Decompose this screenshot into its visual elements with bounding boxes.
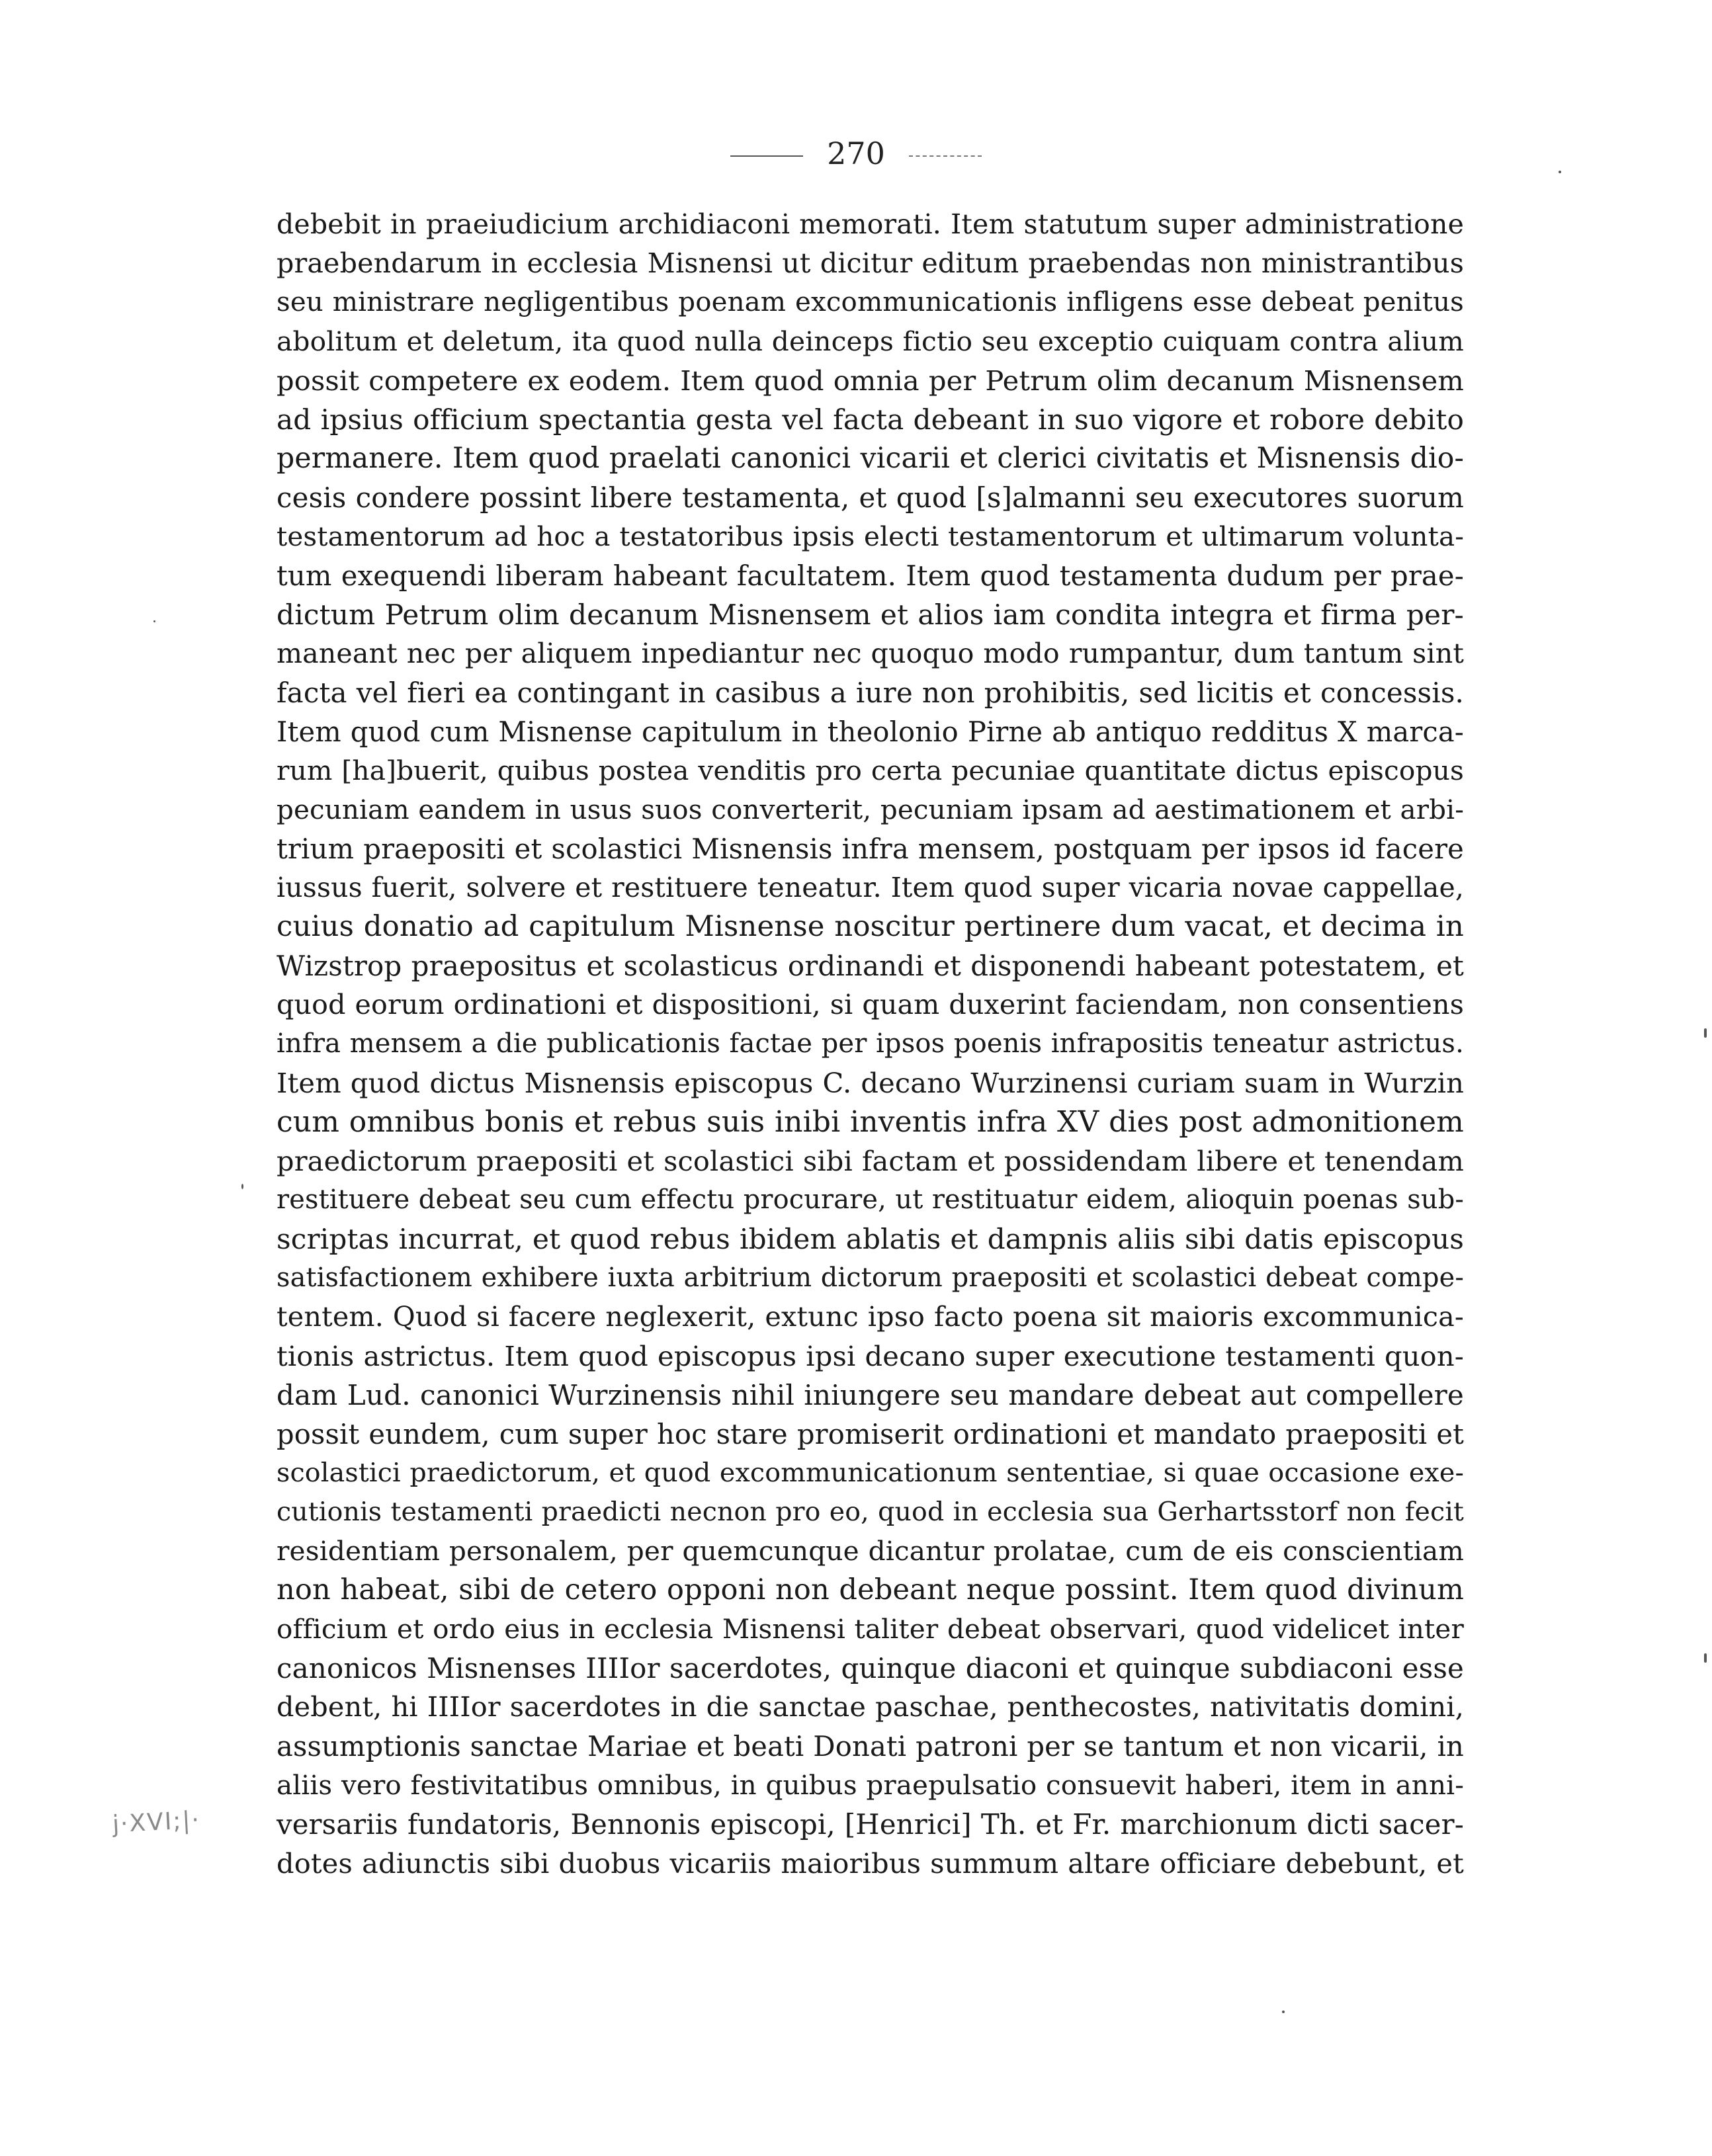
scan-speck xyxy=(1704,1653,1707,1663)
page-number: 270 xyxy=(827,136,885,171)
text-line: dictum Petrum olim decanum Misnensem et alios iam condita integra et firma per- xyxy=(277,599,1464,631)
header-rule-left xyxy=(730,155,803,157)
text-line: debent, hi IIIIor sacerdotes in die sanctae paschae, penthecostes, nativitatis domini, xyxy=(277,1691,1464,1723)
text-line: possit eundem, cum super hoc stare promiserit ordinationi et mandato praepositi et xyxy=(277,1418,1464,1450)
text-line: Wizstrop praepositus et scolasticus ordinandi et disponendi habeant potestatem, et xyxy=(277,950,1464,982)
handwritten-margin-note: j·XVI;|· xyxy=(112,1806,202,1839)
text-line: canonicos Misnenses IIIIor sacerdotes, quinque diaconi et quinque subdiaconi esse xyxy=(277,1652,1464,1684)
header-rule-right xyxy=(909,155,982,157)
text-line: tionis astrictus. Item quod episcopus ipsi decano super executione testamenti quon- xyxy=(277,1340,1464,1372)
text-line: praedictorum praepositi et scolastici sibi factam et possidendam libere et tenendam xyxy=(277,1145,1464,1177)
text-line: praebendarum in ecclesia Misnensi ut dicitur editum praebendas non ministrantibus xyxy=(277,247,1464,279)
page-header xyxy=(0,127,1712,180)
text-line: Item quod dictus Misnensis episcopus C. decano Wurzinensi curiam suam in Wurzin xyxy=(277,1067,1464,1099)
text-line: scriptas incurrat, et quod rebus ibidem ablatis et dampnis aliis sibi datis episcopus xyxy=(277,1223,1464,1255)
text-line: cum omnibus bonis et rebus suis inibi inventis infra XV dies post admonitionem xyxy=(277,1105,1464,1139)
text-line: non habeat, sibi de cetero opponi non debeant neque possint. Item quod divinum xyxy=(277,1573,1464,1606)
text-line: seu ministrare negligentibus poenam excommunicationis infligens esse debeat penitus xyxy=(277,287,1464,317)
text-line: maneant nec per aliquem inpediantur nec quoquo modo rumpantur, dum tantum sint xyxy=(277,638,1464,669)
text-line: scolastici praedictorum, et quod excommunicationum sententiae, si quae occasione exe- xyxy=(277,1458,1464,1488)
text-line: dam Lud. canonici Wurzinensis nihil iniungere seu mandare debeat aut compellere xyxy=(277,1379,1464,1411)
text-line: cutionis testamenti praedicti necnon pro eo, quod in ecclesia sua Gerhartsstorf non fecit xyxy=(277,1497,1464,1527)
text-line: ad ipsius officium spectantia gesta vel facta debeant in suo vigore et robore debito xyxy=(277,403,1464,436)
text-line: trium praepositi et scolastici Misnensis infra mensem, postquam per ipsos id facere xyxy=(277,833,1464,865)
scan-speck xyxy=(1559,171,1561,173)
text-line: cuius donatio ad capitulum Misnense noscitur pertinere dum vacat, et decima in xyxy=(277,910,1464,943)
scan-speck xyxy=(241,1184,243,1189)
scan-speck xyxy=(1282,2011,1285,2013)
text-line: versariis fundatoris, Bennonis episcopi, [Henrici] Th. et Fr. marchionum dicti sacer- xyxy=(277,1808,1464,1841)
text-line: possit competere ex eodem. Item quod omnia per Petrum olim decanum Misnensem xyxy=(277,364,1464,397)
text-line: tum exequendi liberam habeant facultatem. Item quod testamenta dudum per prae- xyxy=(277,560,1464,592)
text-line: debebit in praeiudicium archidiaconi memorati. Item statutum super administratione xyxy=(277,208,1464,240)
text-line: infra mensem a die publicationis factae per ipsos poenis infrapositis teneatur astrictus. xyxy=(277,1028,1464,1059)
text-line: permanere. Item quod praelati canonici vicarii et clerici civitatis et Misnensis dio- xyxy=(277,442,1464,475)
text-line: tentem. Quod si facere neglexerit, extunc ipso facto poena sit maioris excommunica- xyxy=(277,1301,1464,1333)
text-line: testamentorum ad hoc a testatoribus ipsis electi testamentorum et ultimarum volunta- xyxy=(277,520,1464,552)
text-line: abolitum et deletum, ita quod nulla deinceps fictio seu exceptio cuiquam contra alium xyxy=(277,325,1464,357)
text-line: facta vel fieri ea contingant in casibus a iure non prohibitis, sed licitis et concessis. xyxy=(277,677,1464,709)
text-line: pecuniam eandem in usus suos converterit, pecuniam ipsam ad aestimationem et arbi- xyxy=(277,794,1464,825)
text-line: iussus fuerit, solvere et restituere teneatur. Item quod super vicaria novae cappellae, xyxy=(277,872,1464,903)
text-line: satisfactionem exhibere iuxta arbitrium dictorum praepositi et scolastici debeat compe- xyxy=(277,1263,1464,1293)
text-line: quod eorum ordinationi et dispositioni, si quam duxerint faciendam, non consentiens xyxy=(277,989,1464,1020)
text-line: cesis condere possint libere testamenta, et quod [s]almanni seu executores suorum xyxy=(277,481,1464,514)
scan-speck xyxy=(153,620,155,622)
text-line: restituere debeat seu cum effectu procurare, ut restituatur eidem, alioquin poenas sub- xyxy=(277,1184,1464,1215)
text-line: residentiam personalem, per quemcunque dicantur prolatae, cum de eis conscientiam xyxy=(277,1535,1464,1567)
text-line: dotes adiunctis sibi duobus vicariis maioribus summum altare officiare debebunt, et xyxy=(277,1847,1464,1880)
body-text xyxy=(277,205,1464,1883)
text-line: aliis vero festivitatibus omnibus, in quibus praepulsatio consuevit haberi, item in anni- xyxy=(277,1769,1464,1801)
text-line: officium et ordo eius in ecclesia Misnensi taliter debeat observari, quod videlicet inter xyxy=(277,1613,1464,1645)
text-line: assumptionis sanctae Mariae et beati Donati patroni per se tantum et non vicarii, in xyxy=(277,1730,1464,1762)
text-line: Item quod cum Misnense capitulum in theolonio Pirne ab antiquo redditus X marca- xyxy=(277,716,1464,748)
scan-speck xyxy=(1704,1028,1707,1038)
text-line: rum [ha]buerit, quibus postea venditis pro certa pecuniae quantitate dictus episcopus xyxy=(277,755,1464,786)
